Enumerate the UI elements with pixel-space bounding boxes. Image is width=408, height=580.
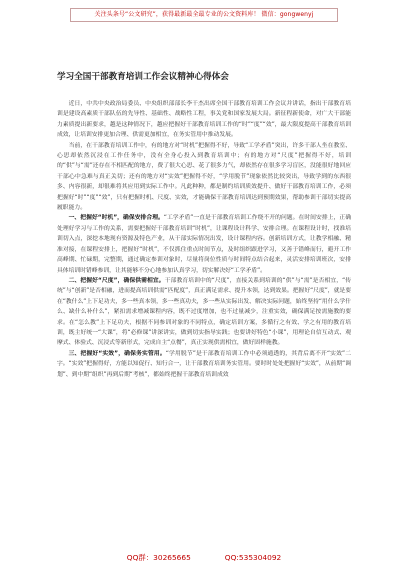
paragraph-text: 当前，在干部教育培训工作中，有的地方对“时机”把握得不好，导致“工学矛盾”突出，许多干部人坐在教室、心思却依然沉浸在工作任务中，没有全身心投入到教育培训中；有的地方对“尺度”把握得不好，培训的“供”与“需”还存在不相匹配的地方，费了很大心思、花了很多力气，却依然存在很多学习盲区，没能很好地回应干部心中急难与真正关切；还有的地方对“实效”把握得不好，“学用脱节”现象依然比较突出，导致学到的东西很多、内容很新，却很难将其应用到实际工作中。凡此种种，都是制约培训质效提升、做好干部教育培训工作，必须把握好“时”“度”“效”，只有把握时机、尺度、实效，才能确保干部教育培训达到预期效果，帮助参训干部切实提高履职能力。 bbox=[57, 142, 351, 212]
document-title: 学习全国干部教育培训工作会议精神心得体会 bbox=[57, 72, 229, 82]
section-heading: 一、把握好“时机”，确保安排合理。 bbox=[68, 215, 164, 222]
qq-group-label: QQ群：30265665 bbox=[126, 553, 191, 562]
footer-contacts bbox=[0, 552, 408, 563]
paragraph-section-3 bbox=[57, 349, 351, 380]
paragraph-intro-1 bbox=[57, 99, 351, 141]
section-heading: 二、把握好“尺度”，确保供需相宜。 bbox=[68, 277, 165, 284]
document-body bbox=[57, 99, 351, 541]
paragraph-section-1 bbox=[57, 213, 351, 275]
paragraph-intro-2 bbox=[57, 141, 351, 214]
section-heading: 三、把握好“实效”，确保务实管用。 bbox=[68, 350, 166, 357]
header-banner: 关注头条号“公文研究”，获得最新最全最专业的公文资料库！ 微信：gongwenyj bbox=[70, 8, 338, 22]
paragraph-text: 近日，中共中央政治局委员、中央组织部部长李干杰出席全国干部教育培训工作会议并讲话，指出干部教育培训是建设高素质干部队伍的先导性、基础性、战略性工程，事关党和国家发展大局。新征程新使命，对广大干部能力素质提出新要求，越是这种情况下，越应把握好干部教育培训工作的“时”“度”“效”，最大限度提高干部教育培训成效，让培训安排更加合理、供需更加相宜，在务实管用中推动发展。 bbox=[57, 101, 351, 139]
paragraph-text: “工学矛盾”一直是干部教育培训工作绕不开的问题。在时间安排上，正确处理好学习与工作的关系，需要把握好干部教育培训“时机”，让课程设计科学、安排合理。在课程设计时，找准培训切入点，深挖本地现有资源及特色产业，从干部实际情况出发，设计课程内容。创新培训方式，让教学相融、精准对接，在课程安排上，把握好“时机”，不仅抓住重点时间节点，及时组织跟进学习，又善于错峰而行，避开工作高峰期、忙碌期，完整期，通过确定参训对象时，尽量将岗位性质与时间特点结合起来，灵活安排培训班次，安排具体培训时错峰参训，让其能够不分心地参加认真学习，切实解决好“工学矛盾”。 bbox=[57, 215, 351, 274]
paragraph-section-2 bbox=[57, 276, 351, 349]
qq-label: QQ:535304092 bbox=[224, 553, 282, 562]
paragraph-text: 干部教育培训中的“尺度”，直接关系到培训的“供”与“需”是否相宜，“传统”与“创新”是否相融，进而提高培训供需“匹配度”，真正满足需求、提升本领，达到效果。把握好“尺度”，就是要在“教什么”上下足功夫，多一些真本领，多一些真功夫，多一些从实际出发、解决实际问题，始终坚持“用什么学什么、缺什么补什么”，紧扣需求增减课程内容，既不过度增加，也不过量减少，注重实效，确保满足按需施教的要求。在“怎么教”上下足功夫，根据不同参训对象的不同特点，确定培训方案，多循行之有效、学之有用的教育培训，既主好统一“大课”，将“必修课”讲深讲实，做到切实指导实践；也要讲好特色“小课”，用理论自信互动式、观摩式、体验式、沉浸式等新形式，完成自主“点餐”，真正实现供需相宜，做好固样施教。 bbox=[57, 277, 351, 347]
paragraph-text: “学用脱节”是干部教育培训工作中必须通透的，其背后离不开“实效”二字。“实效”把握得好，方能以知促行、知行合一，让干部教育培训务实管用。要时时处处把握好“实效”，从前期“调划”、到中期“组织”再到后期“考核”，都始终把握干部教育培训成效 bbox=[57, 350, 351, 378]
